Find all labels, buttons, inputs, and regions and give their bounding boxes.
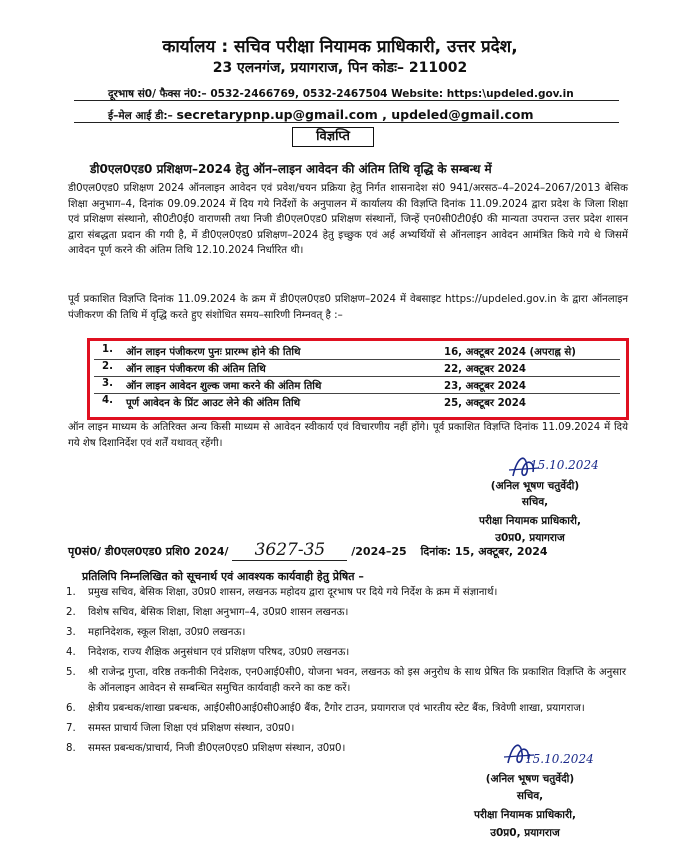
signatory-place: उ0प्र0, प्रयागराज xyxy=(495,532,565,544)
list-item: 4. निदेशक, राज्य शैक्षिक अनुसंधान एवं प्रशिक्षण परिषद, उ0प्र0 लखनऊ। xyxy=(66,647,350,658)
schedule-label: ऑन लाइन आवेदन शुल्क जमा करने की अंतिम तिथि xyxy=(126,381,322,392)
subject-line: डी0एल0एड0 प्रशिक्षण–2024 हेतु ऑन–लाइन आवेदन की अंतिम तिथि वृद्धि के सम्बन्ध में xyxy=(90,162,492,176)
email-values: secretarypnp.up@gmail.com , updeled@gmail.com xyxy=(176,107,534,122)
reference-line xyxy=(68,540,628,561)
paragraph-3: ऑन लाइन माध्यम के अतिरिक्त अन्य किसी माध्यम से आवेदन स्वीकार्य एवं विचारणीय नहीं होंगे। पूर्व प्रकाशित विज्ञप्ति दिनांक 11.09.2024 में दिये गये शेष दिशानिर्देश एवं शर्तें यथावत् रहेंगी। xyxy=(68,422,628,449)
signatory-name: (अनिल भूषण चतुर्वेदी) xyxy=(490,480,580,492)
signatory-title: सचिव, xyxy=(516,790,544,802)
contact-email xyxy=(108,107,533,123)
schedule-row xyxy=(94,361,620,376)
email-label: ई–मेल आई डी:– xyxy=(108,110,173,122)
schedule-table xyxy=(87,338,629,420)
schedule-date: 22, अक्टूबर 2024 xyxy=(444,364,526,375)
handwritten-date: 15.10.2024 xyxy=(530,458,599,472)
list-item: 6. क्षेत्रीय प्रबन्धक/शाखा प्रबन्धक, आई0सी0आई0सी0आई0 बैंक, टैगोर टाउन, प्रयागराज एवं भारतीय स्टेट बैंक, त्रिवेणी शाखा, प्रयागराज। xyxy=(66,703,585,714)
paragraph-1: डी0एल0एड0 प्रशिक्षण 2024 ऑनलाइन आवेदन एवं प्रवेश/चयन प्रक्रिया हेतु निर्गत शासनादेश सं0 941/अरसठ–4–2024–2067/2013 बेसिक शिक्षा अनुभाग–4, दिनांक 09.09.2024 में दिय गये निर्देशों के अनुपालन में कार्यालय की विज्ञप्ति दिनांक 11.09.2024 द्वारा प्रदेश के जिला शिक्षा एवं प्रशिक्षण संस्थानो, सी0टी0ई0 वाराणसी तथा निजी डी0एल0एड0 प्रशिक्षण संस्थानों, जिन्हें एन0सी0टी0ई0 की मान्यता उपरान्त उत्तर प्रदेश शासन द्वारा संबद्धता प्रदान की गयी है, में डी0एल0एड0 प्रशिक्षण–2024 हेतु इच्छुक एवं अर्ह अभ्यर्थियों से ऑनलाइन आवेदन आमंत्रित किये गये थे जिसमें आवेदन पूर्ण करने की अंतिम तिथि 12.10.2024 निर्धारित थी। xyxy=(68,183,628,257)
schedule-date: 16, अक्टूबर 2024 (अपराह्न से) xyxy=(444,347,576,358)
schedule-label: ऑन लाइन पंजीकरण की अंतिम तिथि xyxy=(126,364,266,375)
header-rule xyxy=(74,100,619,101)
header-rule xyxy=(74,122,619,123)
schedule-label: ऑन लाइन पंजीकरण पुनः प्रारम्भ होने की तिथि xyxy=(126,347,301,358)
schedule-label: पूर्ण आवेदन के प्रिंट आउट लेने की अंतिम तिथि xyxy=(126,398,301,409)
signatory-place: उ0प्र0, प्रयागराज xyxy=(490,827,560,839)
schedule-number: 1. xyxy=(102,344,113,355)
reference-prefix: पृ0सं0/ डी0एल0एड0 प्रशि0 2024/ xyxy=(68,545,229,558)
schedule-number: 4. xyxy=(102,395,113,406)
schedule-number: 3. xyxy=(102,378,113,389)
cc-heading: प्रतिलिपि निम्नलिखित को सूचनार्थ एवं आवश्यक कार्यवाही हेतु प्रेषित – xyxy=(82,570,364,583)
office-address: 23 एलनगंज, प्रयागराज, पिन कोडः– 211002 xyxy=(212,60,468,76)
list-item: 2. विशेष सचिव, बेसिक शिक्षा, शिक्षा अनुभाग–4, उ0प्र0 शासन लखनऊ। xyxy=(66,607,349,618)
list-item: 7. समस्त प्राचार्य जिला शिक्षा एवं प्रशिक्षण संस्थान, उ0प्र0। xyxy=(66,723,295,734)
signatory-org: परीक्षा नियामक प्राधिकारी, xyxy=(479,515,581,527)
list-item: 3. महानिदेशक, स्कूल शिक्षा, उ0प्र0 लखनऊ। xyxy=(66,627,246,638)
office-heading: कार्यालय : सचिव परीक्षा नियामक प्राधिकारी, उत्तर प्रदेश, xyxy=(162,37,518,57)
signatory-name: (अनिल भूषण चतुर्वेदी) xyxy=(485,773,575,785)
signatory-title: सचिव, xyxy=(521,496,549,508)
list-item: 8. समस्त प्रबन्धक/प्राचार्य, निजी डी0एल0एड0 प्रशिक्षण संस्थान, उ0प्र0। xyxy=(66,743,346,754)
handwritten-date: 15.10.2024 xyxy=(525,752,594,766)
schedule-date: 23, अक्टूबर 2024 xyxy=(444,381,526,392)
list-item: 1. प्रमुख सचिव, बेसिक शिक्षा, उ0प्र0 शासन, लखनऊ महोदय द्वारा दूरभाष पर दिये गये निर्देश के क्रम में संज्ञानार्थ। xyxy=(66,587,498,598)
reference-suffix: /2024–25 xyxy=(351,545,407,558)
contact-phone-website: दूरभाष सं0/ फैक्स नं0:– 0532-2466769, 0532-2467504 Website: https:\updeled.gov.in xyxy=(108,88,574,100)
reference-date: दिनांक: 15, अक्टूबर, 2024 xyxy=(420,545,548,558)
schedule-number: 2. xyxy=(102,361,113,372)
reference-number: 3627-35 xyxy=(232,540,347,561)
schedule-row xyxy=(94,378,620,393)
paragraph-2: पूर्व प्रकाशित विज्ञप्ति दिनांक 11.09.2024 के क्रम में डी0एल0एड0 प्रशिक्षण–2024 में वेबसाइट https://updeled.gov.in के द्वारा ऑनलाइन पंजीकरण की तिथि में वृद्धि करते हुए संशोधित समय–सारिणी निम्नवत् है :– xyxy=(68,294,628,321)
schedule-row xyxy=(94,344,620,359)
notice-title: विज्ञप्ति xyxy=(292,127,374,147)
schedule-date: 25, अक्टूबर 2024 xyxy=(444,398,526,409)
list-item: 5. श्री राजेन्द्र गुप्ता, वरिष्ठ तकनीकी निदेशक, एन0आई0सी0, योजना भवन, लखनऊ को इस अनुरोध के साथ प्रेषित कि प्रकाशित विज्ञप्ति के अनुसार के ऑनलाइन आवेदन से सम्बन्धित समुचित कार्यवाही करने का कष्ट करें। xyxy=(66,667,626,694)
signatory-org: परीक्षा नियामक प्राधिकारी, xyxy=(474,809,576,821)
schedule-row xyxy=(94,395,620,410)
